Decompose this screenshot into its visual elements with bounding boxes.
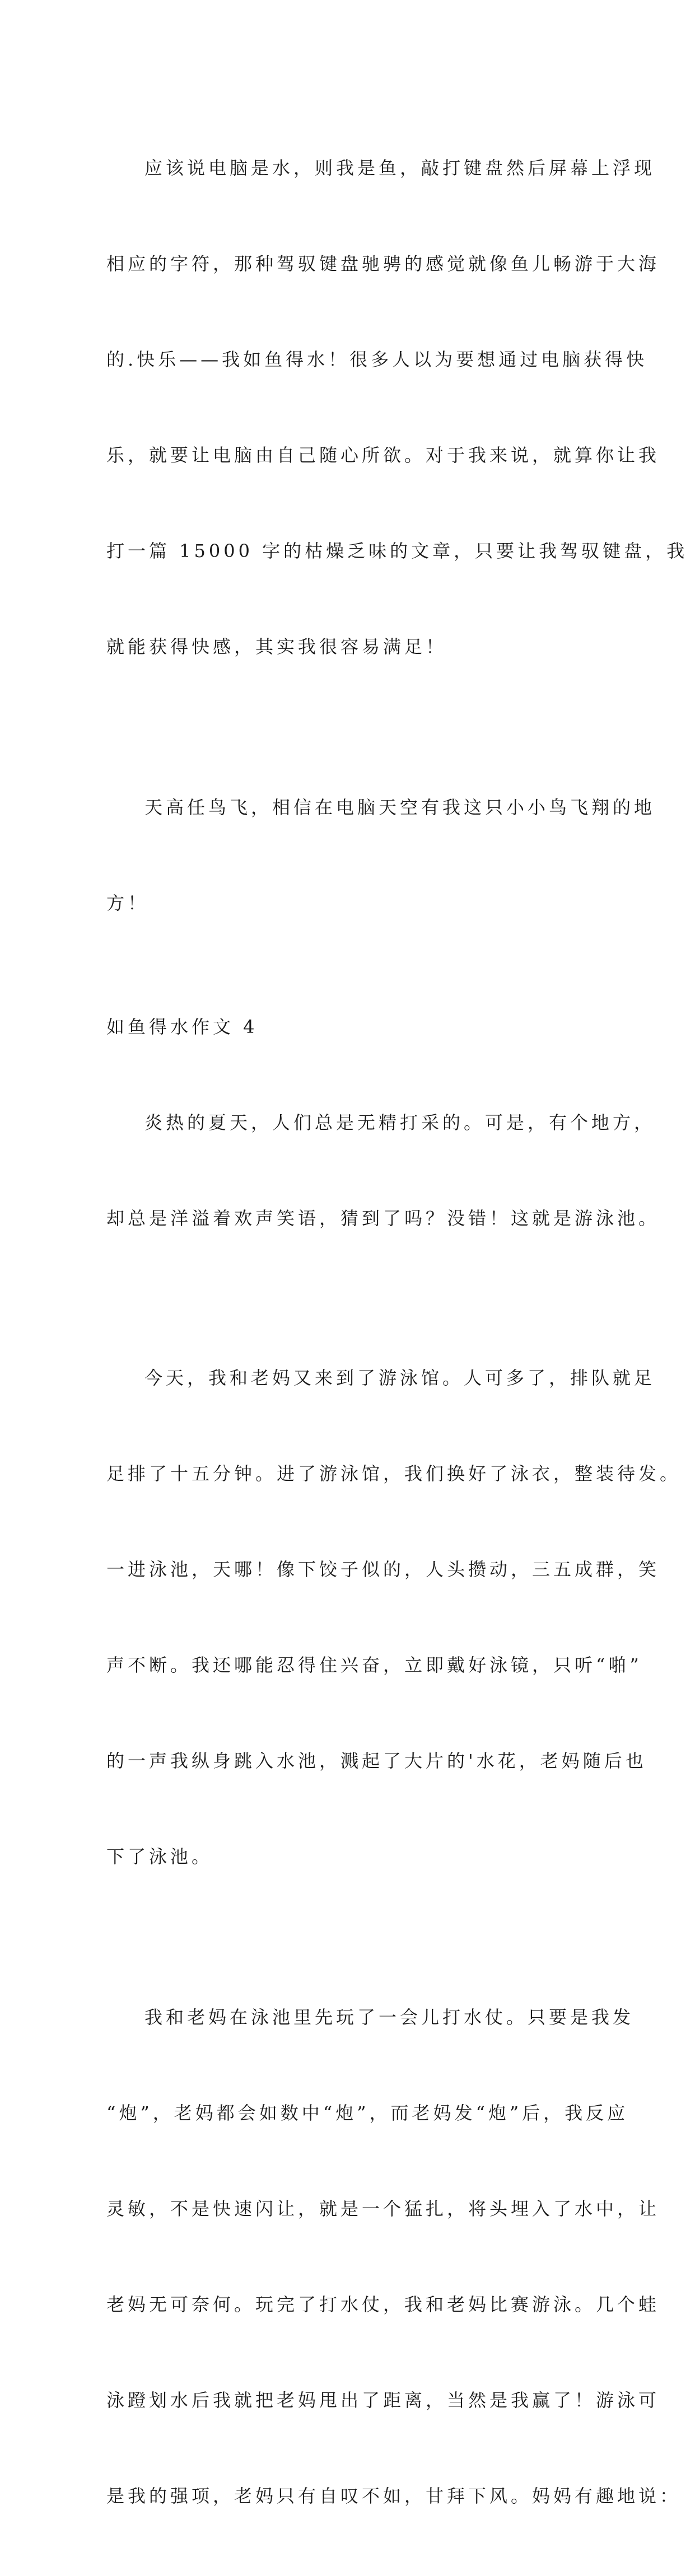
text-line: 打一篇 15000 字的枯燥乏味的文章，只要让我驾驭键盘，我: [106, 540, 688, 562]
paragraph-3: [106, 1043, 660, 1298]
paragraph-5: [106, 1938, 682, 2576]
text-line: 下了泳池。: [106, 1846, 213, 1867]
document-body: [106, 88, 688, 2576]
text-line: 我和老妈在泳池里先玩了一会儿打水仗。只要是我发: [144, 2007, 635, 2028]
text-line: 方！: [106, 892, 150, 914]
text-line: 却总是洋溢着欢声笑语，猜到了吗？没错！这就是游泳池。: [106, 1208, 660, 1229]
text-line: 声不断。我还哪能忍得住兴奋，立即戴好泳镜，只听“啪”: [106, 1654, 642, 1676]
text-line: 的.快乐——我如鱼得水！很多人以为要想通过电脑获得快: [106, 349, 648, 370]
text-line: 的一声我纵身跳入水池，溅起了大片的'水花，老妈随后也: [106, 1750, 647, 1771]
text-line: 是我的强项，老妈只有自叹不如，甘拜下风。妈妈有趣地说：: [106, 2485, 682, 2507]
text-line: 足排了十五分钟。进了游泳馆，我们换好了泳衣，整装待发。: [106, 1463, 682, 1484]
paragraph-2: [106, 728, 656, 983]
text-line: 应该说电脑是水，则我是鱼，敲打键盘然后屏幕上浮现: [144, 157, 656, 179]
text-line: 老妈无可奈何。玩完了打水仗，我和老妈比赛游泳。几个蛙: [106, 2294, 660, 2315]
text-line: 天高任鸟飞，相信在电脑天空有我这只小小鸟飞翔的地: [144, 797, 656, 818]
text-line: 今天，我和老妈又来到了游泳馆。人可多了，排队就足: [144, 1367, 656, 1388]
text-line: 泳蹬划水后我就把老妈甩出了距离，当然是我赢了！游泳可: [106, 2390, 660, 2411]
paragraph-4: [106, 1298, 682, 1937]
text-line: 就能获得快感，其实我很容易满足！: [106, 636, 447, 657]
text-line: 炎热的夏天，人们总是无精打采的。可是，有个地方，: [144, 1112, 656, 1133]
section-title: 如鱼得水作文 4: [106, 1016, 258, 1037]
text-line: 乐，就要让电脑由自己随心所欲。对于我来说，就算你让我: [106, 445, 660, 466]
text-line: 灵敏，不是快速闪让，就是一个猛扎，将头埋入了水中，让: [106, 2198, 660, 2219]
text-line: 一进泳池，天哪！像下饺子似的，人头攒动，三五成群，笑: [106, 1559, 660, 1580]
paragraph-1: [106, 88, 688, 727]
text-line: “炮”，老妈都会如数中“炮”，而老妈发“炮”后，我反应: [106, 2102, 629, 2124]
text-line: 相应的字符，那种驾驭键盘驰骋的感觉就像鱼儿畅游于大海: [106, 253, 660, 274]
